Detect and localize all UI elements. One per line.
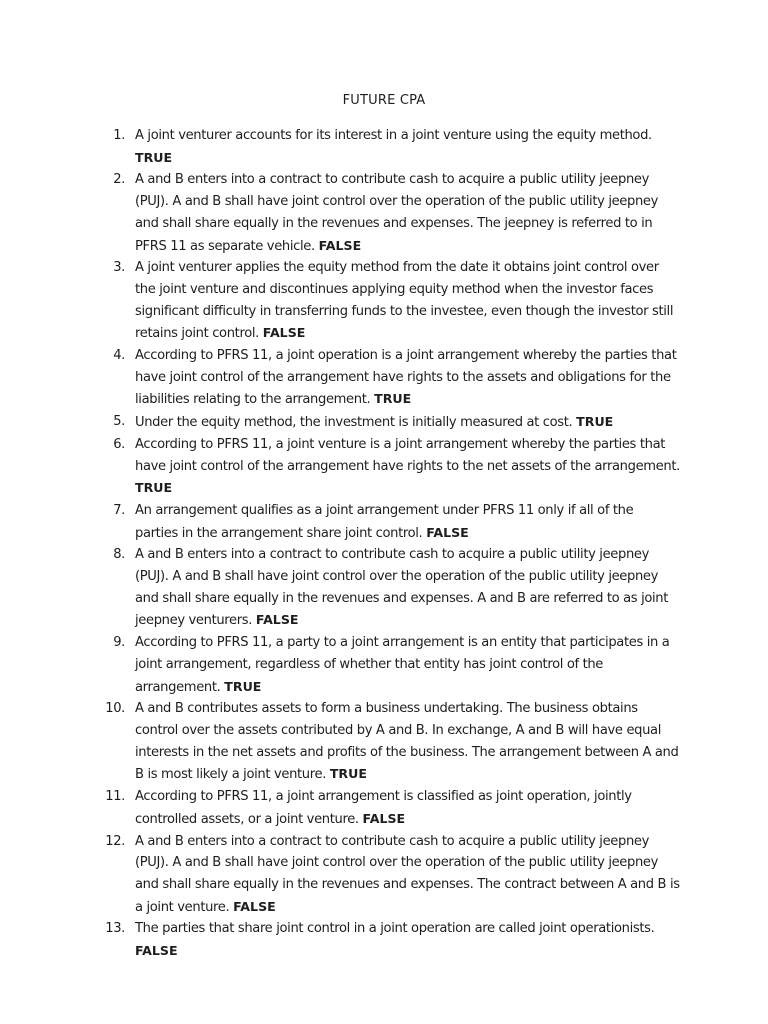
question-item xyxy=(0,257,768,345)
question-number: 11. xyxy=(105,789,125,805)
question-number: 2. xyxy=(113,172,125,188)
question-answer: FALSE xyxy=(318,237,362,253)
question-answer: TRUE xyxy=(224,678,262,694)
question-text: An arrangement qualifies as a joint arrangement under PFRS 11 only if all of the parties in the arrangement share joint control. xyxy=(135,502,634,541)
question-list xyxy=(0,125,768,963)
question-text: According to PFRS 11, a joint arrangement is classified as joint operation, jointly controlled assets, or a joint venture. xyxy=(135,789,632,827)
question-item xyxy=(0,786,768,830)
question-item xyxy=(0,544,768,632)
question-item xyxy=(0,411,768,434)
question-answer: FALSE xyxy=(362,810,406,826)
question-number: 12. xyxy=(105,833,125,849)
question-text: According to PFRS 11, a joint operation is a joint arrangement whereby the parties that have joint control of the arrangement have rights to the assets and obligations for the liabilities relating to the arrangement. xyxy=(135,348,677,408)
question-item xyxy=(0,500,768,544)
question-number: 1. xyxy=(113,128,125,143)
question-answer: TRUE xyxy=(374,391,412,407)
question-text: A and B enters into a contract to contribute cash to acquire a public utility jeepney (PUJ). A and B shall have joint control over the operation of the public utility jeepney and shall share equally in the revenues and expenses. A and B are referred to as joint jeepney venturers. xyxy=(135,547,669,629)
question-text: The parties that share joint control in a joint operation are called joint operationists. xyxy=(135,921,655,937)
question-number: 9. xyxy=(113,635,125,651)
question-answer: TRUE xyxy=(135,149,173,165)
question-text: According to PFRS 11, a party to a joint arrangement is an entity that participates in a joint arrangement, regardless of whether that entity has joint control of the arrangement. xyxy=(135,635,670,695)
question-item xyxy=(0,169,768,257)
question-item xyxy=(0,831,768,919)
question-answer: TRUE xyxy=(135,480,173,496)
question-item xyxy=(0,125,768,169)
question-text: A joint venturer applies the equity method from the date it obtains joint control over the joint venture and discontinues applying equity method when the investor faces significant difficulty in transferring funds to the investee, even though the investor still retains joint control. xyxy=(135,260,674,342)
question-number: 3. xyxy=(113,260,125,276)
question-number: 7. xyxy=(113,502,125,518)
question-item xyxy=(0,632,768,698)
question-text: A and B contributes assets to form a business undertaking. The business obtains control over the assets contributed by A and B. In exchange, A and B will have equal interests in the net assets and profits of the business. The arrangement between A and B is most likely a joint venture. xyxy=(135,701,679,783)
question-number: 6. xyxy=(113,436,125,452)
question-text: According to PFRS 11, a joint venture is a joint arrangement whereby the parties that have joint control of the arrangement have rights to the net assets of the arrangement. xyxy=(135,436,680,474)
question-item xyxy=(0,345,768,411)
question-answer: FALSE xyxy=(262,325,306,341)
question-number: 5. xyxy=(113,414,125,430)
question-number: 10. xyxy=(105,701,125,717)
question-answer: FALSE xyxy=(255,612,299,628)
question-text: A and B enters into a contract to contribute cash to acquire a public utility jeepney (PUJ). A and B shall have joint control over the operation of the public utility jeepney and shall share equally in the revenues and expenses. The jeepney is referred to in PFRS 11 as separate vehicle. xyxy=(135,172,659,254)
question-item xyxy=(0,698,768,786)
question-text: A joint venturer accounts for its interest in a joint venture using the equity method. xyxy=(135,128,652,143)
question-answer: TRUE xyxy=(576,414,614,430)
question-answer: FALSE xyxy=(135,943,178,959)
question-number: 13. xyxy=(105,921,125,937)
question-text: A and B enters into a contract to contribute cash to acquire a public utility jeepney (PUJ). A and B shall have joint control over the operation of the public utility jeepney and shall share equally in the revenues and expenses. The contract between A and B is a joint venture. xyxy=(135,833,680,915)
document-title: FUTURE CPA xyxy=(342,93,426,108)
question-answer: TRUE xyxy=(329,766,367,782)
question-number: 4. xyxy=(113,348,125,364)
question-number: 8. xyxy=(113,547,125,563)
question-answer: FALSE xyxy=(426,524,469,540)
question-answer: FALSE xyxy=(233,898,276,914)
question-item xyxy=(0,434,768,500)
question-item xyxy=(0,918,768,962)
question-text: Under the equity method, the investment is initially measured at cost. xyxy=(135,415,573,431)
